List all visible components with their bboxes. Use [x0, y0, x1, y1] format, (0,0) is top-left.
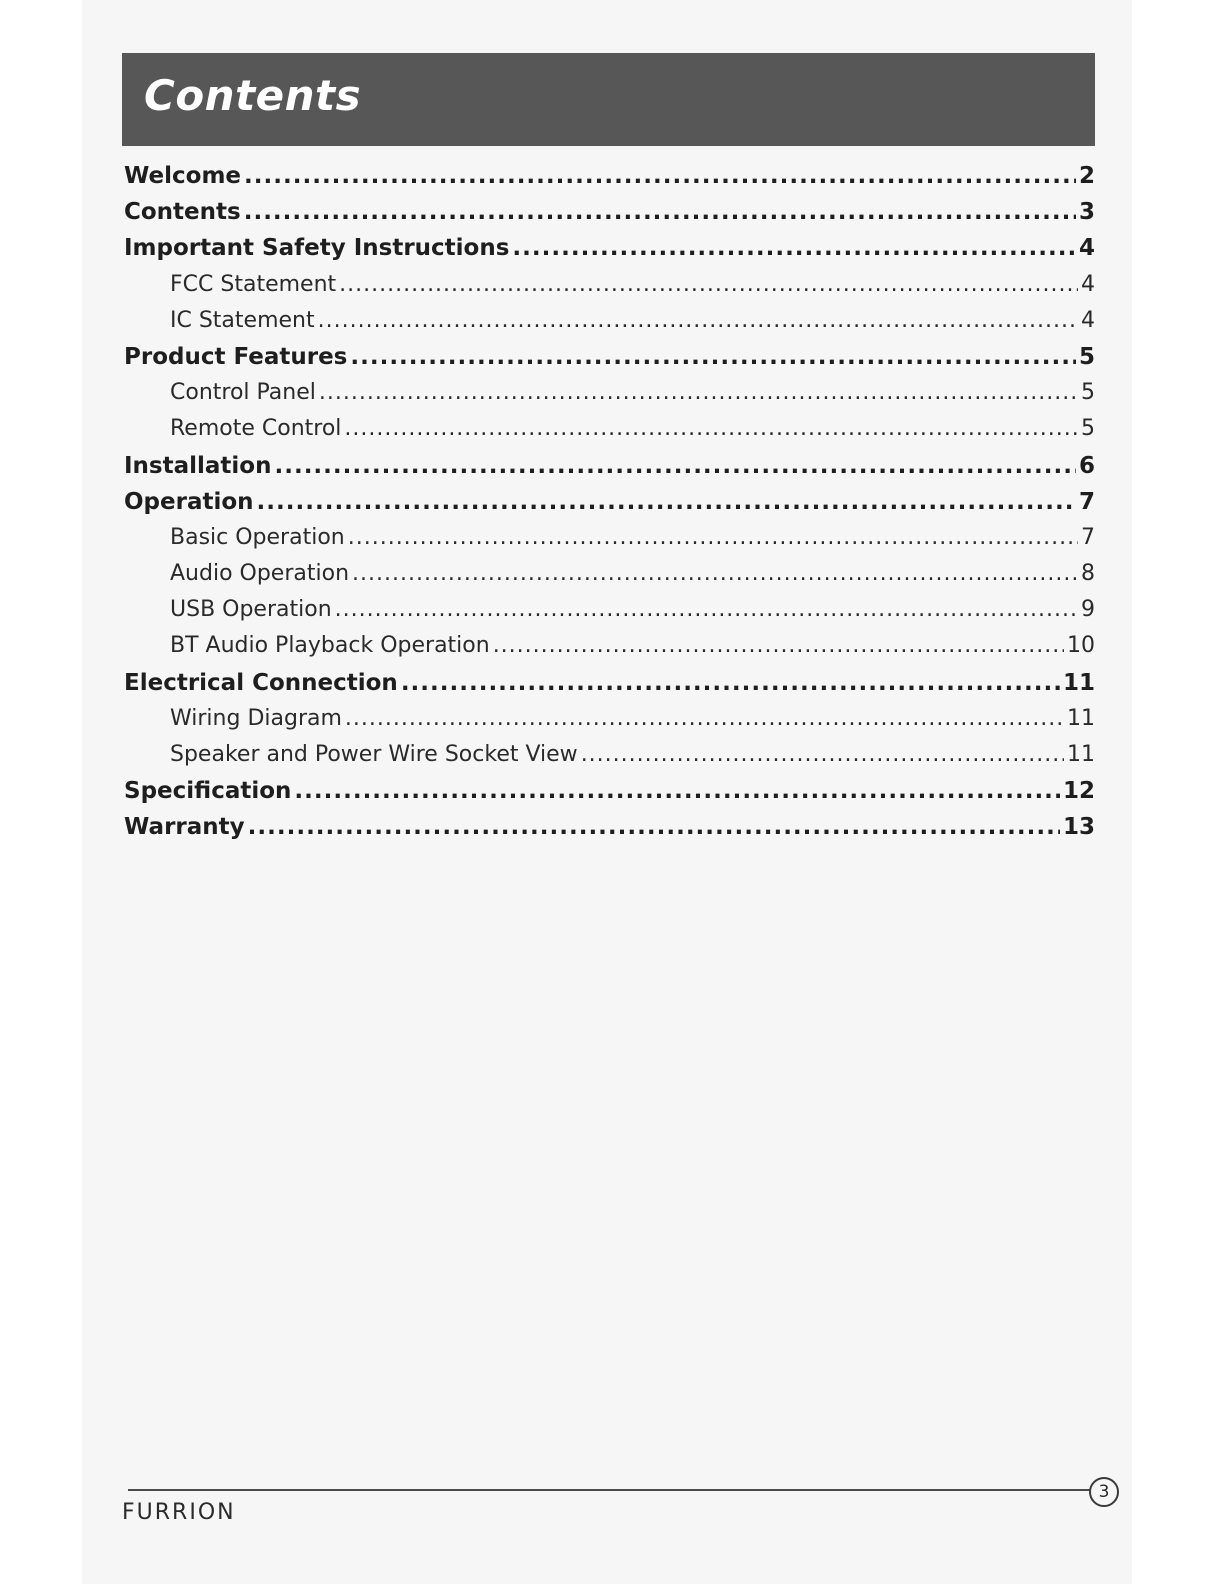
toc-entry[interactable] — [124, 670, 1095, 706]
toc-dot-leader — [294, 778, 1060, 804]
toc-subentry[interactable] — [124, 706, 1095, 742]
toc-entry[interactable] — [124, 814, 1095, 850]
toc-dot-leader — [274, 453, 1076, 479]
toc-dot-leader — [335, 597, 1078, 622]
toc-subentry[interactable] — [124, 380, 1095, 416]
toc-dot-leader — [348, 525, 1078, 550]
toc-entry-page-number: 13 — [1062, 814, 1095, 841]
toc-entry-page-number: 11 — [1067, 742, 1095, 767]
toc-entry-page-number: 7 — [1078, 488, 1095, 515]
toc-entry-title: Speaker and Power Wire Socket View — [170, 742, 578, 767]
toc-subentry[interactable] — [124, 416, 1095, 452]
toc-entry-title: Operation — [124, 488, 254, 515]
toc-entry-page-number: 10 — [1067, 633, 1095, 659]
toc-dot-leader — [248, 814, 1060, 840]
toc-entry-page-number: 2 — [1078, 163, 1095, 189]
toc-entry-page-number: 3 — [1078, 199, 1095, 226]
toc-subentry[interactable] — [124, 597, 1095, 633]
toc-entry-title: Important Safety Instructions — [124, 235, 510, 262]
toc-subentry[interactable] — [124, 272, 1095, 308]
toc-entry-title: Contents — [124, 199, 241, 226]
toc-entry-page-number: 4 — [1078, 235, 1095, 262]
toc-entry-page-number: 7 — [1081, 524, 1095, 550]
toc-entry-title: IC Statement — [170, 307, 315, 333]
toc-entry-title: Basic Operation — [170, 524, 345, 550]
toc-entry-page-number: 4 — [1081, 271, 1095, 297]
toc-subentry[interactable] — [124, 742, 1095, 778]
footer-divider — [128, 1489, 1090, 1491]
toc-entry-title: Wiring Diagram — [170, 705, 342, 731]
toc-entry-title: Installation — [124, 452, 272, 479]
toc-subentry[interactable] — [124, 525, 1095, 561]
table-of-contents — [124, 163, 1095, 851]
toc-entry-page-number: 11 — [1062, 669, 1095, 696]
toc-entry-page-number: 11 — [1067, 705, 1095, 731]
toc-entry-title: USB Operation — [170, 597, 332, 623]
toc-entry-title: Remote Control — [170, 416, 342, 442]
toc-entry[interactable] — [124, 489, 1095, 525]
page-number-badge: 3 — [1089, 1477, 1119, 1507]
toc-dot-leader — [493, 633, 1064, 658]
toc-entry-title: Product Features — [124, 343, 348, 370]
toc-dot-leader — [345, 706, 1064, 731]
toc-entry-page-number: 8 — [1081, 561, 1095, 587]
toc-entry[interactable] — [124, 453, 1095, 489]
toc-entry-title: Audio Operation — [170, 561, 350, 587]
toc-entry-title: Welcome — [124, 163, 242, 189]
toc-entry-page-number: 5 — [1081, 416, 1095, 442]
toc-entry-title: FCC Statement — [170, 271, 337, 297]
toc-entry[interactable] — [124, 778, 1095, 814]
toc-entry-page-number: 5 — [1081, 380, 1095, 406]
toc-dot-leader — [344, 416, 1078, 441]
toc-entry-page-number: 12 — [1062, 778, 1095, 805]
toc-subentry[interactable] — [124, 561, 1095, 597]
contents-header-bar — [122, 53, 1095, 146]
toc-entry[interactable] — [124, 199, 1095, 235]
brand-logo: FURRION — [122, 1500, 236, 1525]
toc-entry-page-number: 5 — [1078, 343, 1095, 370]
toc-dot-leader — [581, 742, 1064, 767]
toc-entry[interactable] — [124, 163, 1095, 199]
page-title: Contents — [144, 71, 362, 120]
toc-entry-title: BT Audio Playback Operation — [170, 633, 490, 659]
toc-dot-leader — [318, 308, 1078, 333]
toc-entry[interactable] — [124, 344, 1095, 380]
toc-dot-leader — [244, 163, 1076, 189]
toc-entry-page-number: 4 — [1081, 307, 1095, 333]
toc-subentry[interactable] — [124, 633, 1095, 669]
toc-dot-leader — [257, 489, 1076, 515]
toc-dot-leader — [512, 235, 1076, 261]
toc-dot-leader — [401, 670, 1060, 696]
toc-entry[interactable] — [124, 235, 1095, 271]
toc-dot-leader — [319, 380, 1078, 405]
toc-subentry[interactable] — [124, 308, 1095, 344]
toc-entry-title: Warranty — [124, 814, 245, 841]
toc-dot-leader — [352, 561, 1078, 586]
toc-entry-title: Electrical Connection — [124, 669, 398, 696]
toc-dot-leader — [339, 272, 1078, 297]
toc-entry-page-number: 9 — [1081, 597, 1095, 623]
toc-dot-leader — [350, 344, 1076, 370]
toc-entry-page-number: 6 — [1078, 452, 1095, 479]
toc-dot-leader — [244, 199, 1076, 225]
toc-entry-title: Specification — [124, 778, 292, 805]
toc-entry-title: Control Panel — [170, 380, 316, 406]
